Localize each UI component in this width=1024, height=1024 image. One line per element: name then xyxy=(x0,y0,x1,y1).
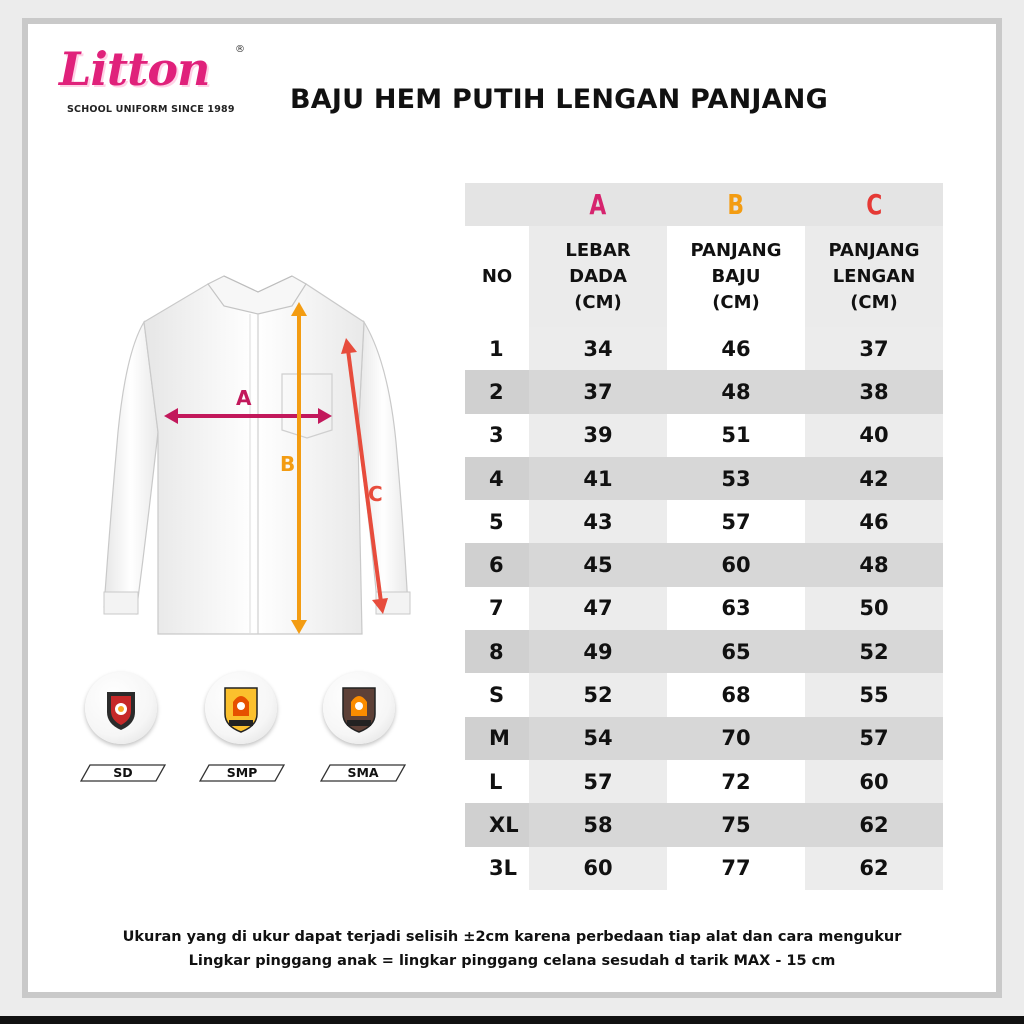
body-length-cell: 51 xyxy=(667,414,805,457)
sd-badge xyxy=(85,672,157,744)
sleeve-length-cell: 62 xyxy=(805,847,943,890)
logo-tagline: SCHOOL UNIFORM SINCE 1989 xyxy=(67,104,235,115)
body-length-cell: 60 xyxy=(667,543,805,586)
chest-width-cell: 34 xyxy=(529,327,667,370)
note-line-1: Ukuran yang di ukur dapat terjadi selisih ±2cm karena perbedaan tiap alat dan cara mengukur xyxy=(122,929,902,945)
size-cell: L xyxy=(465,760,529,803)
sma-label: SMA xyxy=(320,764,406,782)
body-length-cell: 70 xyxy=(667,717,805,760)
sleeve-length-cell: 37 xyxy=(805,327,943,370)
size-cell: 8 xyxy=(465,630,529,673)
letter-cell-b xyxy=(667,183,805,226)
chest-width-cell: 60 xyxy=(529,847,667,890)
size-cell: 4 xyxy=(465,457,529,500)
smp-badge xyxy=(205,672,277,744)
column-letter-row xyxy=(465,183,943,226)
sleeve-length-cell: 62 xyxy=(805,803,943,846)
body-length-cell: 65 xyxy=(667,630,805,673)
registered-mark: ® xyxy=(235,44,245,55)
chest-width-cell: 58 xyxy=(529,803,667,846)
sd-label: SD xyxy=(80,764,166,782)
logo-wordmark: Litton xyxy=(59,42,210,96)
chest-width-cell: 45 xyxy=(529,543,667,586)
sleeve-length-cell: 57 xyxy=(805,717,943,760)
body-length-cell: 75 xyxy=(667,803,805,846)
table-row xyxy=(465,760,943,803)
body-length-cell: 57 xyxy=(667,500,805,543)
body-length-cell: 72 xyxy=(667,760,805,803)
size-cell: 1 xyxy=(465,327,529,370)
letter-cell-empty xyxy=(465,183,529,226)
smp-label: SMP xyxy=(199,764,285,782)
arrow-label-c: C xyxy=(368,482,383,506)
body-length-cell: 46 xyxy=(667,327,805,370)
chest-width-cell: 52 xyxy=(529,673,667,716)
size-chart-table xyxy=(465,183,943,890)
body-length-cell: 48 xyxy=(667,370,805,413)
table-row xyxy=(465,803,943,846)
body-length-cell: 53 xyxy=(667,457,805,500)
table-row xyxy=(465,500,943,543)
chest-width-cell: 39 xyxy=(529,414,667,457)
column-letter-b: B xyxy=(727,188,745,221)
chest-width-cell: 54 xyxy=(529,717,667,760)
size-cell: 6 xyxy=(465,543,529,586)
table-row xyxy=(465,327,943,370)
sleeve-length-cell: 55 xyxy=(805,673,943,716)
column-letter-c: C xyxy=(865,188,883,221)
table-row xyxy=(465,543,943,586)
footnotes xyxy=(60,925,964,973)
chest-width-cell: 37 xyxy=(529,370,667,413)
chest-width-cell: 57 xyxy=(529,760,667,803)
arrow-label-b: B xyxy=(280,452,296,476)
size-cell: 5 xyxy=(465,500,529,543)
table-row xyxy=(465,847,943,890)
brand-logo xyxy=(57,42,257,122)
shirt-image xyxy=(96,262,426,652)
sleeve-length-cell: 38 xyxy=(805,370,943,413)
body-length-cell: 68 xyxy=(667,673,805,716)
table-row xyxy=(465,457,943,500)
table-body xyxy=(465,327,943,890)
sleeve-length-cell: 60 xyxy=(805,760,943,803)
column-header-row xyxy=(465,226,943,327)
size-cell: 7 xyxy=(465,587,529,630)
table-row xyxy=(465,587,943,630)
sma-badge xyxy=(323,672,395,744)
sleeve-length-cell: 48 xyxy=(805,543,943,586)
header-a: LEBAR DADA (CM) xyxy=(529,226,667,327)
chest-width-cell: 47 xyxy=(529,587,667,630)
sleeve-length-cell: 50 xyxy=(805,587,943,630)
bottom-bar xyxy=(0,1016,1024,1024)
size-cell: S xyxy=(465,673,529,716)
smp-osis-badge-icon xyxy=(205,672,277,744)
header-c: PANJANG LENGAN (CM) xyxy=(805,226,943,327)
table-row xyxy=(465,414,943,457)
sleeve-length-cell: 46 xyxy=(805,500,943,543)
chest-width-cell: 41 xyxy=(529,457,667,500)
sd-school-badge-icon xyxy=(85,672,157,744)
body-length-cell: 63 xyxy=(667,587,805,630)
sma-osis-badge-icon xyxy=(323,672,395,744)
page-title: BAJU HEM PUTIH LENGAN PANJANG xyxy=(290,84,828,115)
chest-width-cell: 43 xyxy=(529,500,667,543)
table-row xyxy=(465,717,943,760)
sleeve-length-cell: 40 xyxy=(805,414,943,457)
header-b: PANJANG BAJU (CM) xyxy=(667,226,805,327)
shirt-illustration xyxy=(96,262,426,652)
table-row xyxy=(465,673,943,716)
size-cell: M xyxy=(465,717,529,760)
header-no: NO xyxy=(465,226,529,327)
table-row xyxy=(465,630,943,673)
size-cell: XL xyxy=(465,803,529,846)
size-cell: 3L xyxy=(465,847,529,890)
table-row xyxy=(465,370,943,413)
size-cell: 2 xyxy=(465,370,529,413)
column-letter-a: A xyxy=(589,188,607,221)
sleeve-length-cell: 42 xyxy=(805,457,943,500)
chest-width-cell: 49 xyxy=(529,630,667,673)
note-line-2: Lingkar pinggang anak = lingkar pinggang celana sesudah d tarik MAX - 15 cm xyxy=(188,953,836,969)
letter-cell-c xyxy=(805,183,943,226)
letter-cell-a xyxy=(529,183,667,226)
arrow-label-a: A xyxy=(236,386,252,410)
size-cell: 3 xyxy=(465,414,529,457)
sleeve-length-cell: 52 xyxy=(805,630,943,673)
body-length-cell: 77 xyxy=(667,847,805,890)
